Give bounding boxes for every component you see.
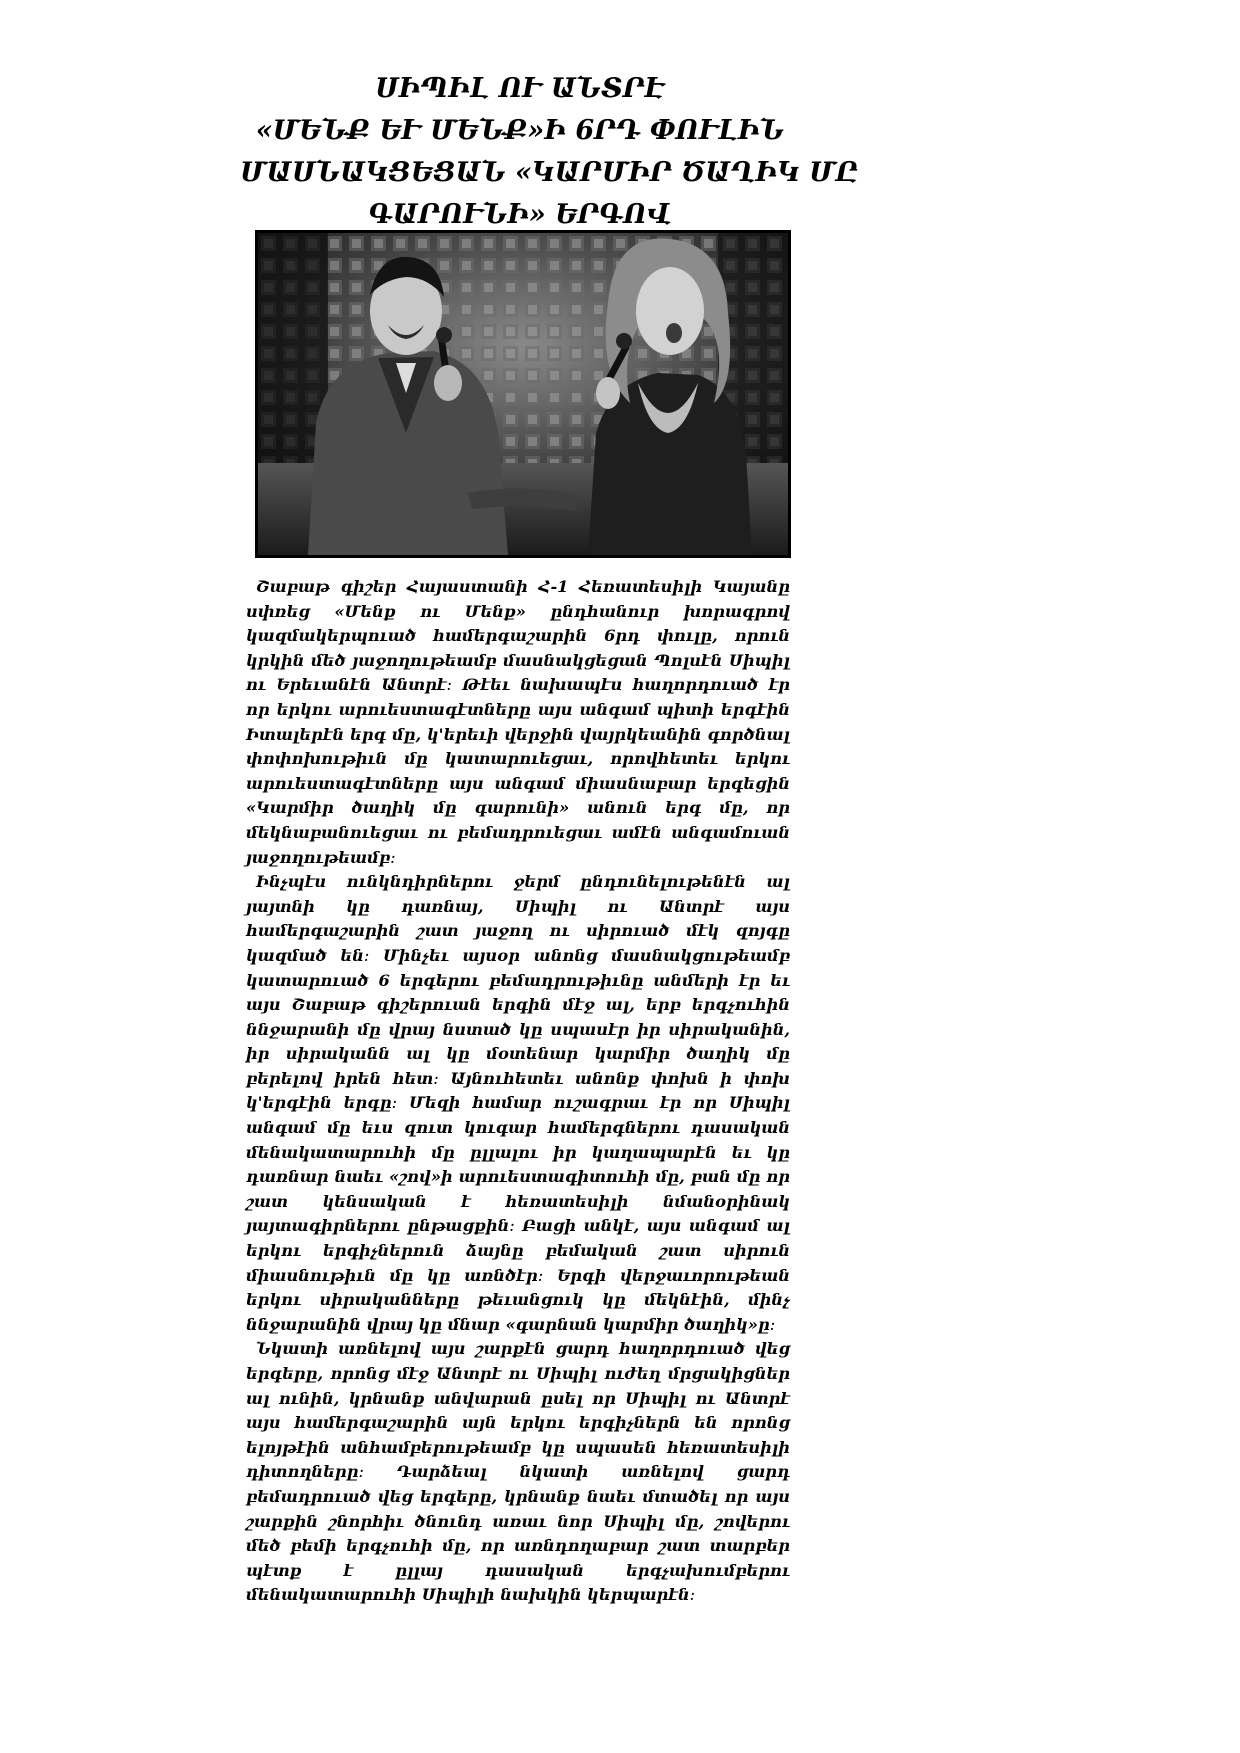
article-body [246, 575, 790, 1608]
title-line: «ՄԵՆՔ ԵՒ ՄԵՆՔ»Ի 6ՐԴ ՓՈՒԼԻՆ [255, 115, 785, 146]
article-paragraph: Շաբաթ գիշեր Հայաստանի Հ-1 Հեռատեսիլի Կայանը սփռեց «Մենք ու Մենք» ընդհանուր խորագրով կազմակերպուած համերգաշարին 6րդ փուլը, որուն կրկին մեծ յաջողութեամբ մասնակցեցան Պոլսէն Սիպիլ ու Երեւանէն Անտրէ։ Թէեւ նախապէս հաղորդուած էր որ երկու արուեստագէտները այս անգամ պիտի երգէին Իտալերէն երգ մը, կ'երեւի վերջին վայրկեանին գործնալ փոփոխութիւն մը կատարուեցաւ, որովհետեւ երկու արուեստագէտները այս անգամ միասնաբար երգեցին «Կարմիր ծաղիկ մը գարունի» անուն երգ մը, որ մեկնաբանուեցաւ ու բեմադրուեցաւ ամէն անգամուան յաջողութեամբ։ [246, 577, 790, 867]
title-line: ՍԻՊԻԼ ՈՒ ԱՆՏՐԷ [375, 73, 665, 104]
title-line: ՄԱՍՆԱԿՑԵՑԱՆ «ԿԱՐՄԻՐ ԾԱՂԻԿ ՄԸ [240, 157, 858, 188]
article-paragraph: Ինչպէս ունկնդիրներու ջերմ ընդունելութենէն ալ յայտնի կը դառնայ, Սիպիլ ու Անտրէ այս համերգաշարին շատ յաջող ու սիրուած մէկ զոյգը կազմած են։ Մինչեւ այսօր անոնց մասնակցութեամբ կատարուած 6 երգերու բեմադրութիւնը անմերի էր եւ այս Շաբաթ գիշերուան երգին մէջ ալ, երբ երգչուհին ննջարանի մը վրայ նստած կը սպասէր իր սիրականին, իր սիրականն ալ կը մօտենար կարմիր ծաղիկ մը բերելով իրեն հետ։ Այնուհետեւ անոնք փոխն ի փոխ կ'երգէին երգը։ Մեզի համար ուշագրաւ էր որ Սիպիլ անգամ մը եւս զուտ կուգար համերգներու դասական մենակատարուհի մը ըլլալու իր կաղապարէն եւ կը դառնար նաեւ «շով»ի արուեստագիտուհի մը, բան մը որ շատ կենսական է հեռատեսիլի նմանօրինակ յայտագիրներու ընթացքին։ Բացի անկէ, այս անգամ ալ երկու երգիչներուն ձայնը բեմական շատ սիրուն միասնութիւն մը կը առնծէր։ Երգի վերջաւորութեան երկու սիրականները թեւանցուկ կը մեկնէին, մինչ ննջարանին վրայ կը մնար «գարնան կարմիր ծաղիկ»ը։ [246, 872, 790, 1334]
photo-singers-on-stage [258, 233, 788, 555]
article-photo [255, 230, 791, 558]
title-line: ԳԱՐՈՒՆԻ» ԵՐԳՈՎ [368, 199, 672, 230]
article-title [240, 68, 858, 236]
article-paragraph: Նկատի առնելով այս շարքէն ցարդ հաղորդուած վեց երգերը, որոնց մէջ Անտրէ ու Սիպիլ ուժեղ մրցակիցներ ալ ունին, կրնանք անվարան ըսել որ Սիպիլ ու Անտրէ այս համերգաշարին այն երկու երգիչներն են որոնց ելոյթէին անհամբերութեամբ կը սպասեն հեռատեսիլի դիտողները։ Դարձեալ նկատի առնելով ցարդ բեմադրուած վեց երգերը, կրնանք նաեւ մտածել որ այս շարքին շնորհիւ ծնունդ առաւ նոր Սիպիլ մը, շովերու մեծ բեմի երգչուհի մը, որ առնդողաբար շատ տարբեր պէտք է ըլլայ դասական երգչախումբերու մենակատարուհի Սիպիլի նախկին կերպարէն։ [246, 1339, 790, 1605]
